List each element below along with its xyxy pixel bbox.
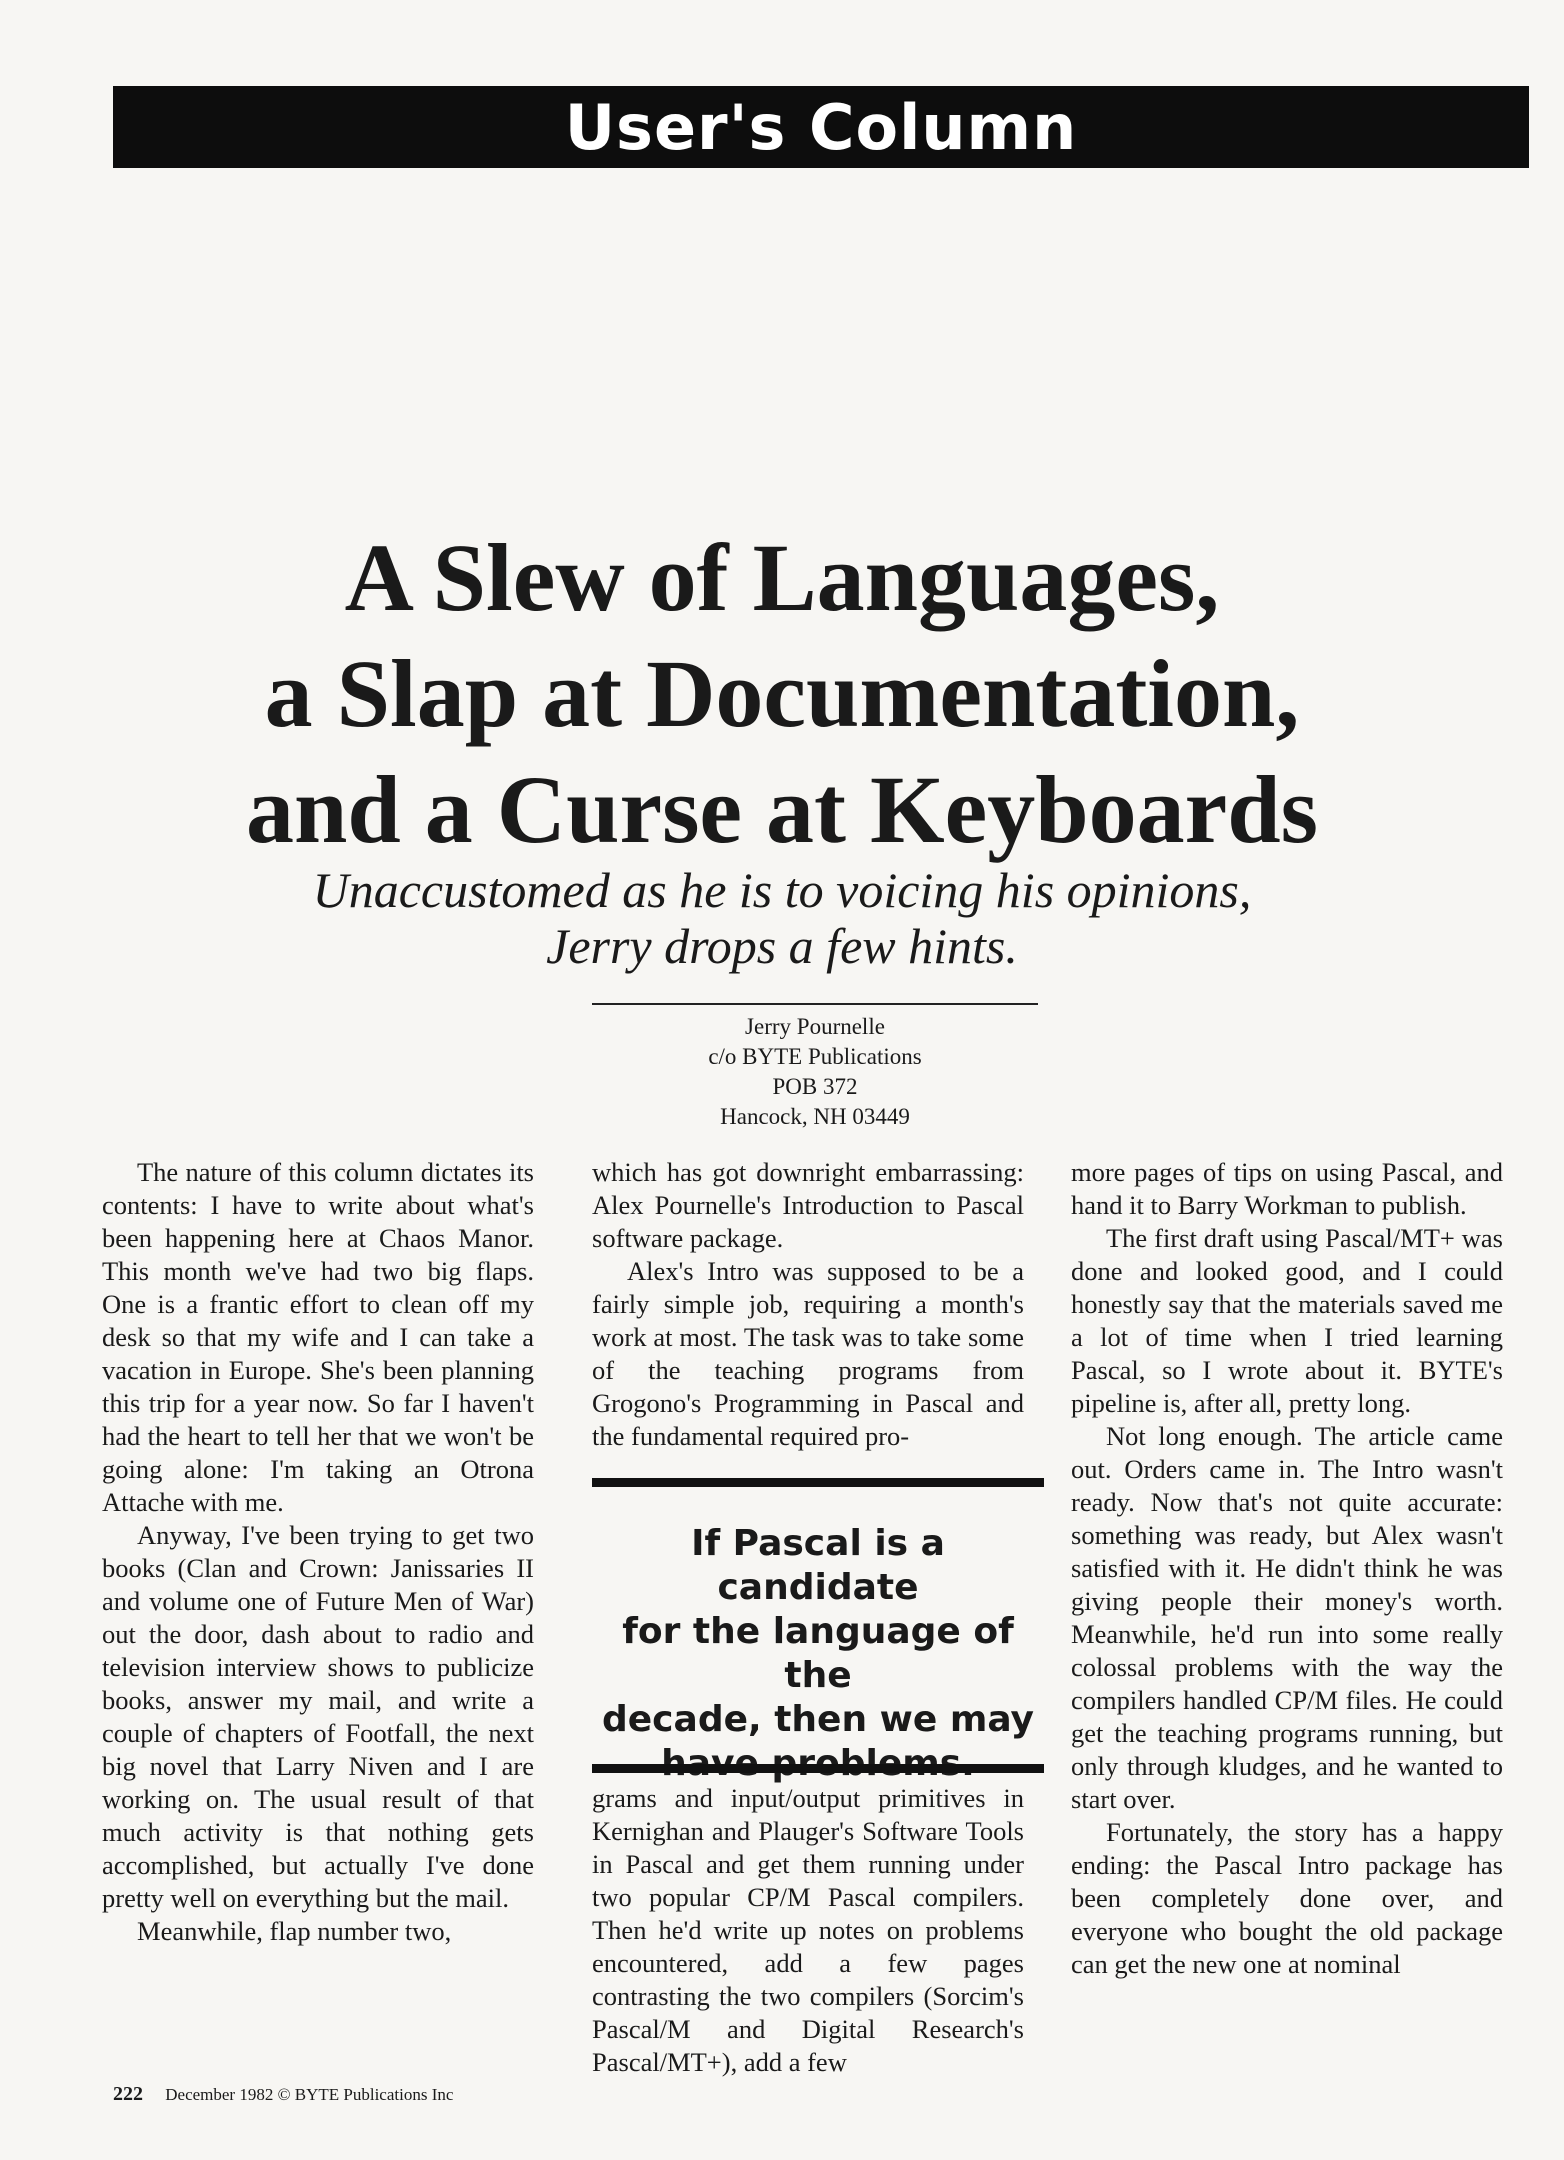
- author-name: Jerry Pournelle: [745, 1014, 885, 1039]
- paragraph: more pages of tips on using Pascal, and hand it to Barry Workman to publish.: [1071, 1157, 1503, 1220]
- subtitle-line: Unaccustomed as he is to voicing his opinions,: [312, 862, 1252, 918]
- subtitle-line: Jerry drops a few hints.: [546, 918, 1018, 974]
- paragraph: Fortunately, the story has a happy ending: the Pascal Intro package has been completely done over, and everyone who bought the old package can get the new one at nominal: [1071, 1817, 1503, 1979]
- paragraph: The first draft using Pascal/MT+ was done and looked good, and I could honestly say that the materials saved me a lot of time when I tried learning Pascal, so I wrote about it. BYTE's pipeline is, after all, pretty long.: [1071, 1223, 1503, 1418]
- author-org: c/o BYTE Publications: [708, 1044, 922, 1069]
- body-column-3: [1071, 1156, 1503, 1981]
- paragraph: The nature of this column dictates its contents: I have to write about what's been happening here at Chaos Manor. This month we've had two big flaps. One is a frantic effort to clean off my desk so that my wife and I can take a vacation in Europe. She's been planning this trip for a year now. So far I haven't had the heart to tell her that we won't be going alone: I'm taking an Otrona Attache with me.: [102, 1157, 534, 1517]
- article-title: [0, 520, 1564, 868]
- paragraph: Not long enough. The article came out. Orders came in. The Intro wasn't ready. Now that's not quite accurate: something was ready, but Alex wasn't satisfied with it. He didn't think he was giving people their money's worth. Meanwhile, he'd run into some really colossal problems with the way the compilers handled CP/M files. He could get the teaching programs running, but only through kludges, and he wanted to start over.: [1071, 1421, 1503, 1814]
- pull-quote: [592, 1478, 1044, 1776]
- title-line: a Slap at Documentation,: [264, 640, 1300, 747]
- section-banner: [113, 86, 1529, 168]
- pull-quote-rule: [592, 1478, 1044, 1487]
- paragraph: Anyway, I've been trying to get two books (Clan and Crown: Janissaries II and volume one of Future Men of War) out the door, dash about to radio and television interview shows to publicize books, answer my mail, and write a couple of chapters of Footfall, the next big novel that Larry Niven and I are working on. The usual result of that much activity is that nothing gets accomplished, but actually I've done pretty well on everything but the mail.: [102, 1520, 534, 1913]
- paragraph: which has got downright embarrassing: Alex Pournelle's Introduction to Pascal software package.: [592, 1157, 1024, 1253]
- title-line: and a Curse at Keyboards: [245, 756, 1319, 863]
- pull-quote-line: If Pascal is a candidate: [691, 1523, 945, 1608]
- author-pob: POB 372: [772, 1074, 858, 1099]
- author-address: [560, 1012, 1070, 1132]
- body-column-2-bottom: [592, 1782, 1024, 2079]
- article-subtitle: [0, 862, 1564, 974]
- paragraph: grams and input/output primitives in Kernighan and Plauger's Software Tools in Pascal and get them running under two popular CP/M Pascal compilers. Then he'd write up notes on problems encountered, add a few pages contrasting the two compilers (Sorcim's Pascal/M and Digital Research's Pascal/MT+), add a few: [592, 1783, 1024, 2077]
- author-city: Hancock, NH 03449: [720, 1104, 910, 1129]
- page-footer: [113, 2083, 453, 2106]
- body-column-1: [102, 1156, 534, 1948]
- footer-text: December 1982 © BYTE Publications Inc: [165, 2085, 454, 2104]
- paragraph: Alex's Intro was supposed to be a fairly simple job, requiring a month's work at most. The task was to take some of the teaching programs from Grogono's Programming in Pascal and the fundamental required pro-: [592, 1256, 1024, 1451]
- pull-quote-line: for the language of the: [622, 1611, 1014, 1696]
- section-banner-label: User's Column: [564, 90, 1078, 164]
- page-number: 222: [113, 2083, 143, 2105]
- pull-quote-text: [592, 1522, 1044, 1786]
- title-line: A Slew of Languages,: [344, 524, 1220, 631]
- pull-quote-line: decade, then we may: [602, 1699, 1034, 1740]
- byline-divider: [592, 1003, 1038, 1005]
- paragraph: Meanwhile, flap number two,: [137, 1916, 452, 1946]
- body-column-2-top: [592, 1156, 1024, 1453]
- pull-quote-rule: [592, 1764, 1044, 1773]
